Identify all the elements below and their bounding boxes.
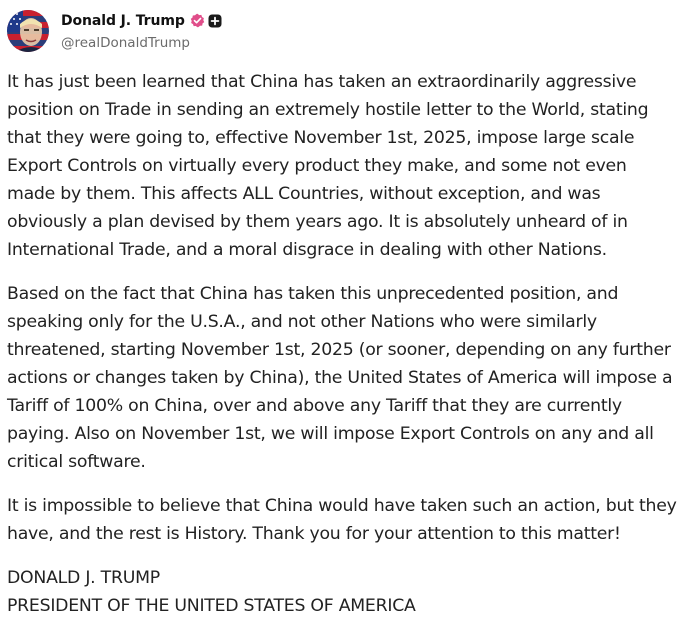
author-name-row	[61, 10, 222, 32]
post-body	[7, 68, 691, 620]
author-handle[interactable]: @realDonaldTrump	[61, 34, 190, 51]
post-header	[7, 9, 222, 53]
post-paragraph-3: It is impossible to believe that China would have taken such an action, but they have, and the rest is History. Thank you for your attention to this matter!	[7, 496, 677, 544]
author-block	[61, 10, 222, 53]
post-paragraph-2: Based on the fact that China has taken this unprecedented position, and speaking only for the U.S.A., and not other Nations who were similarly threatened, starting November 1st, 2025 (or sooner, depending on any further actions or changes taken by China), the United States of America will impose a Tariff of 100% on China, over and above any Tariff that they are currently paying. Also on November 1st, we will impose Export Controls on any and all critical software.	[7, 284, 673, 472]
avatar[interactable]	[7, 10, 49, 52]
signature-title: PRESIDENT OF THE UNITED STATES OF AMERICA	[7, 596, 416, 616]
plus-badge-icon	[208, 14, 222, 28]
post-paragraph-1: It has just been learned that China has taken an extraordinarily aggressive position on Trade in sending an extremely hostile letter to the World, stating that they were going to, effective November 1st, 2025, impose large scale Export Controls on virtually every product they make, and some not even made by them. This affects ALL Countries, without exception, and was obviously a plan devised by them years ago. It is absolutely unheard of in International Trade, and a moral disgrace in dealing with other Nations.	[7, 72, 649, 260]
author-display-name[interactable]: Donald J. Trump	[61, 12, 185, 29]
verified-badge-icon	[190, 13, 205, 28]
signature-name: DONALD J. TRUMP	[7, 568, 160, 588]
signature	[7, 564, 691, 620]
